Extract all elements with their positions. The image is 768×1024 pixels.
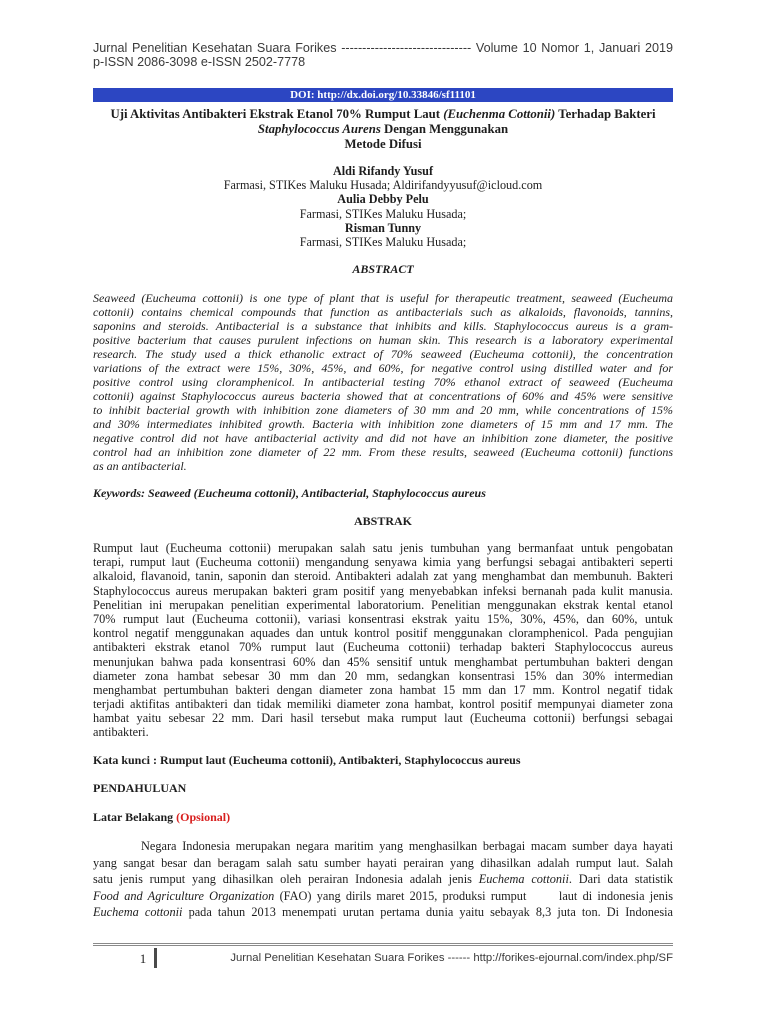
title-text: Uji Aktivitas Antibakteri Ekstrak Etanol 70% Rumput Laut: [110, 107, 441, 121]
issn-line: p-ISSN 2086-3098 e-ISSN 2502-7778: [93, 55, 306, 69]
abstrak-line: 70% rumput laut (Eucheuma cottonii), variasi konsentrasi ekstrak yaitu 15%, 30%, 45%, dan 60%, untuk: [93, 611, 673, 626]
article-title: [93, 107, 673, 152]
intro-line: [93, 871, 673, 888]
abstract-keywords: Keywords: Seaweed (Eucheuma cottonii), Antibacterial, Staphylococcus aureus: [93, 486, 486, 500]
intro-heading: PENDAHULUAN: [93, 781, 187, 795]
abstrak-line: Staphylococcus aureus merupakan bakteri gram positif yang menyebabkan infeksi bernanah pada kulit manusia.: [93, 583, 673, 598]
intro-line: [93, 904, 673, 921]
intro-paragraph: [93, 838, 673, 921]
intro-text: (FAO) yang dirils maret 2015, produksi rumput: [279, 888, 527, 903]
abstract-line: variations of the extract were 15%, 30%, 45%, and 60%, for negative control using distilled water and for: [93, 361, 673, 375]
intro-species-italic: Euchema cottonii: [478, 872, 569, 886]
abstrak-line: Rumput laut (Eucheuma cottonii) merupakan salah satu jenis tumbuhan yang bermanfaat untuk pengobatan: [93, 541, 673, 555]
author-affiliation: Farmasi, STIKes Maluku Husada; Aldirifandyyusuf@icloud.com: [223, 178, 543, 193]
intro-line: [93, 855, 673, 872]
author-list: [93, 164, 673, 249]
abstract-paragraph: [93, 291, 673, 473]
abstrak-heading: ABSTRAK: [353, 514, 412, 528]
page-number: 1: [139, 951, 147, 966]
abstract-line: negative control did not have antibacterial activity and did not have an inhibition zone diameter, the positive: [93, 431, 673, 445]
abstract-line: and 30% intermediates inhibited growth. Bacteria with inhibition zone diameters of 15 mm and 17 mm. The: [93, 417, 673, 431]
abstract-line: cottonii) against Staphylococcus aureus bacteria showed that at concentrations of 60% and 45% were sensitive: [93, 389, 673, 403]
abstract-line: cottonii) contains chemical compounds that function as antibacterials such as alkaloids, flavonoids, tannins,: [93, 305, 673, 319]
abstract-line: to inhibit bacterial growth with inhibition zone diameters of 30 mm and 20 mm, while concentrations of 15%: [93, 403, 673, 417]
footer-text: Jurnal Penelitian Kesehatan Suara Forikes ------ http://forikes-ejournal.com/index.php/SF: [230, 952, 673, 964]
doi-banner[interactable]: DOI: http://dx.doi.org/10.33846/sf11101: [93, 88, 673, 102]
intro-text: satu jenis rumput yang dihasilkan oleh perairan Indonesia adalah jenis: [93, 872, 472, 886]
intro-species-italic: Euchema cottonii: [93, 905, 183, 919]
abstrak-keywords: Kata kunci : Rumput laut (Eucheuma cottonii), Antibakteri, Staphylococcus aureus: [93, 753, 521, 767]
title-text: Terhadap Bakteri: [558, 107, 656, 121]
abstrak-line: menunjukan bahwa pada konsentrasi 60% dan 45% sensitif untuk menghambat pertumbuhan bakteri dengan: [93, 654, 673, 669]
subheading-note: (Opsional): [176, 810, 231, 824]
subheading: [93, 810, 673, 824]
intro-org-italic: Food and Agriculture Organization: [93, 888, 275, 903]
title-bacteria-italic: Staphylococcus Aurens: [257, 122, 381, 136]
page-number-divider: [154, 948, 157, 968]
abstract-line: as an antibacterial.: [93, 459, 187, 473]
abstrak-line: diameter zona hambat sebesar 30 mm dan 20 mm, sedangkan konsentrasi 15% dan 30% intermedian: [93, 668, 673, 683]
intro-line: [93, 838, 673, 855]
abstract-line: positive bacterium that causes purulent infections on human skin. This research is a laboratory experimental: [93, 333, 673, 347]
intro-line: [93, 888, 673, 905]
abstrak-line: alkaloid, flavanoid, tanin, saponin dan steroid. Antibakteri adalah zat yang menghambat dan membunuh. Bakteri: [93, 569, 673, 584]
author-name: Aulia Debby Pelu: [337, 192, 429, 207]
abstrak-paragraph: [93, 541, 673, 740]
title-text: Dengan Menggunakan: [384, 122, 509, 136]
abstrak-line: antibakteri ekstrak etanol 70% rumput laut (Eucheuma cottonii) terhadap bakteri Staphylococcus aureus: [93, 640, 673, 655]
abstrak-line: Penelitian ini merupakan penelitian experimental laboratorium. Penelitian menggunakan ekstrak kental etanol: [93, 597, 673, 612]
abstrak-line: hambat yaitu sebesar 22 mm. Dari hasil tersebut maka rumput laut (Eucheuma cottonii) berfungsi sebagai: [93, 711, 673, 726]
title-line-2: [93, 122, 673, 137]
abstrak-line: terjadi aktifitas antibakteri dan tidak memiliki diameter zona hambat, kontrol positif mempunyai diameter zona: [93, 697, 673, 712]
journal-header-line: Jurnal Penelitian Kesehatan Suara Forikes ------------------------------- Volume 10 Nomor 1, Januari 2019: [93, 41, 673, 55]
abstrak-line: terapi, rumput laut (Eucheuma cottonii) mengandung senyawa kimia yang berfungsi sebagai antibakteri seperti: [93, 555, 673, 570]
abstract-heading: ABSTRACT: [352, 262, 414, 276]
intro-text: Negara Indonesia merupakan negara maritim yang menghasilkan berbagai macam sumber daya hayati: [141, 839, 673, 853]
title-line-1: [93, 107, 673, 122]
author-affiliation: Farmasi, STIKes Maluku Husada;: [299, 206, 467, 221]
footer-rule: [93, 943, 673, 946]
subheading-text: Latar Belakang: [93, 810, 174, 824]
author-name: Risman Tunny: [344, 220, 422, 235]
abstrak-line: menghambat pertumbuhan bakteri dengan diameter zona hambat 15 mm dan 17 mm. Kontrol negatif tidak: [93, 682, 673, 697]
abstrak-line: kontrol negatif menggunakan aquades dan untuk kontrol positif menggunakan cloramphenicol. Pada pengujian: [93, 626, 673, 641]
abstrak-line: antibakteri.: [93, 725, 149, 740]
abstract-line: control had an inhibition zone diameter of 22 mm. From these results, seaweed (Eucheuma cottonii) functions: [93, 445, 673, 459]
abstract-line: positive control using cloramphenicol. In antibacterial testing 70% ethanol extract of seaweed (Eucheuma: [93, 375, 673, 389]
author-name: Aldi Rifandy Yusuf: [332, 164, 434, 178]
title-species-italic: (Euchenma Cottonii): [443, 107, 556, 121]
intro-text: yang sangat besar dan beragam salah satu sumber hayati perairan yang dihasilkan adalah rumput laut. Salah: [93, 855, 673, 870]
intro-text: . Dari data statistik: [568, 872, 673, 886]
author-affiliation: Farmasi, STIKes Maluku Husada;: [299, 234, 467, 249]
intro-text: pada tahun 2013 menempati urutan pertama dunia yaitu sebayak 8,3 juta ton. Di Indonesia: [188, 905, 673, 919]
intro-text: laut di indonesia jenis: [558, 888, 673, 903]
abstract-line: Seaweed (Eucheuma cottonii) is one type of plant that is useful for therapeutic treatment, seaweed (Eucheuma: [93, 291, 673, 305]
abstract-line: research. The study used a thick ethanolic extract of 70% seaweed (Eucheuma cottonii), the concentration: [93, 347, 673, 361]
title-line-3: Metode Difusi: [344, 137, 422, 151]
abstract-line: saponins and steroids. Antibacterial is a substance that inhibits and kills. Staphylococcus aureus is a gram-: [93, 319, 673, 333]
